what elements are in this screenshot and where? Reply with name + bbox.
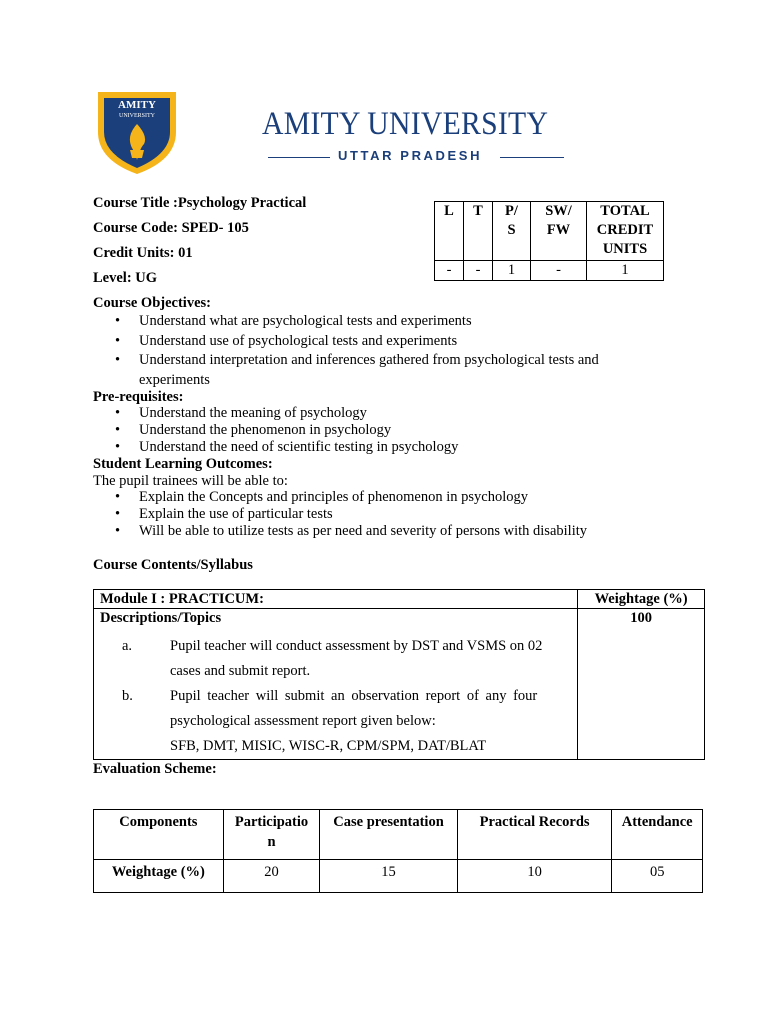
- credit-value-total: 1: [587, 261, 664, 281]
- credit-header-total: TOTAL CREDIT UNITS: [587, 202, 664, 261]
- course-code: Course Code: SPED- 105: [93, 220, 249, 236]
- credit-header-swfw: SW/ FW: [531, 202, 587, 261]
- prereq-item: • Understand the need of scientific testing in psychology: [93, 439, 673, 456]
- outcome-item: • Explain the use of particular tests: [93, 506, 693, 523]
- topic-a-line1: Pupil teacher will conduct assessment by DST and VSMS on 02: [170, 638, 543, 654]
- credit-value-ps: 1: [493, 261, 531, 281]
- eval-value-attendance: 05: [612, 860, 703, 893]
- credit-value-l: -: [435, 261, 464, 281]
- outcomes-intro: The pupil trainees will be able to:: [93, 473, 288, 489]
- objectives-list: [93, 312, 653, 390]
- amity-logo: [96, 88, 178, 176]
- logo-text-top: AMITY: [118, 99, 156, 111]
- eval-value-participation: 20: [223, 860, 319, 893]
- topics-list: [100, 627, 571, 755]
- eval-header-components: Components: [94, 810, 224, 860]
- credit-header-t: T: [464, 202, 493, 261]
- credit-value-t: -: [464, 261, 493, 281]
- outcome-item: • Explain the Concepts and principles of phenomenon in psychology: [93, 489, 693, 506]
- outcomes-heading: Student Learning Outcomes:: [93, 456, 273, 472]
- outcomes-list: [93, 489, 693, 540]
- eval-value-practical-records: 10: [457, 860, 612, 893]
- objective-item: • Understand what are psychological tests and experiments: [93, 312, 653, 332]
- prereq-heading: Pre-requisites:: [93, 389, 184, 405]
- eval-header-attendance: Attendance: [612, 810, 703, 860]
- weightage-value: 100: [578, 609, 705, 760]
- eval-header-participation: Participatio n: [223, 810, 319, 860]
- module-title: Module I : PRACTICUM:: [94, 590, 578, 609]
- module-table: [93, 589, 705, 760]
- evaluation-table: [93, 809, 703, 893]
- eval-value-case-presentation: 15: [320, 860, 458, 893]
- topic-marker-a: a.: [122, 638, 133, 654]
- objective-item: • Understand use of psychological tests and experiments: [93, 332, 653, 352]
- outcome-item: • Will be able to utilize tests as per need and severity of persons with disability: [93, 523, 693, 540]
- credit-header-l: L: [435, 202, 464, 261]
- subtitle-rule-left: [268, 157, 330, 158]
- credit-header-ps: P/ S: [493, 202, 531, 261]
- topic-marker-b: b.: [122, 688, 133, 704]
- prereq-list: [93, 405, 673, 456]
- objective-item: • Understand interpretation and inferences gathered from psychological tests and experiments: [93, 351, 653, 390]
- topic-b-line1: Pupil teacher will submit an observation report of any four: [170, 688, 538, 704]
- topic-a-line2: cases and submit report.: [170, 663, 311, 679]
- module-topics-cell: [94, 609, 578, 760]
- eval-row-label: Weightage (%): [94, 860, 224, 893]
- subtitle-rule-right: [500, 157, 564, 158]
- eval-header-case-presentation: Case presentation: [320, 810, 458, 860]
- prereq-item: • Understand the phenomenon in psychology: [93, 422, 673, 439]
- university-name: AMITY UNIVERSITY: [262, 106, 549, 142]
- topic-b-line3: SFB, DMT, MISIC, WISC-R, CPM/SPM, DAT/BLAT: [170, 738, 487, 754]
- evaluation-heading: Evaluation Scheme:: [93, 761, 217, 777]
- weightage-label: Weightage (%): [578, 590, 705, 609]
- objectives-heading: Course Objectives:: [93, 295, 211, 311]
- course-title: Course Title :Psychology Practical: [93, 195, 307, 211]
- descriptions-label: Descriptions/Topics: [100, 610, 222, 626]
- university-subtitle: UTTAR PRADESH: [338, 148, 483, 163]
- topic-b-line2: psychological assessment report given below:: [170, 713, 436, 729]
- course-level: Level: UG: [93, 270, 158, 286]
- credit-units: Credit Units: 01: [93, 245, 193, 261]
- eval-header-practical-records: Practical Records: [457, 810, 612, 860]
- contents-heading: Course Contents/Syllabus: [93, 557, 253, 573]
- credit-table: [434, 201, 664, 281]
- prereq-item: • Understand the meaning of psychology: [93, 405, 673, 422]
- credit-value-swfw: -: [531, 261, 587, 281]
- university-subtitle-block: [268, 148, 564, 166]
- logo-text-bottom: UNIVERSITY: [119, 113, 155, 119]
